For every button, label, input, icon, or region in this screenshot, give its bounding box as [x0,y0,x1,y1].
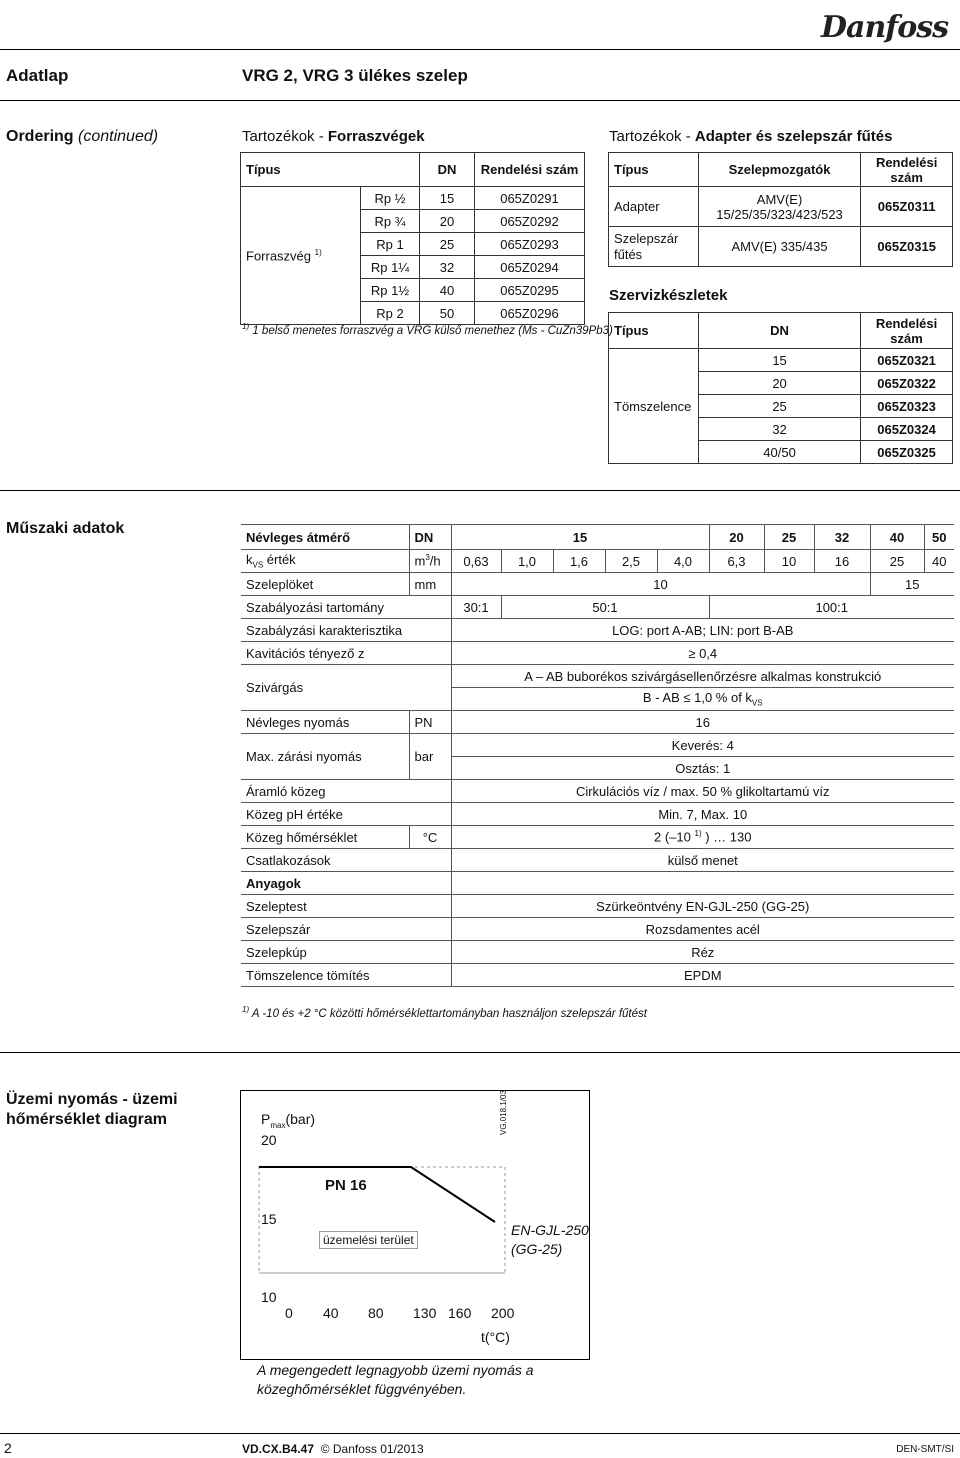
footer-rule [0,1433,960,1434]
tech-range-label: Szabályozási tartomány [241,596,451,619]
x-tick: 130 [413,1305,437,1321]
service-code: 065Z0325 [861,441,953,464]
leak2-sub: VS [751,698,763,708]
adapter-actuator: AMV(E) 15/25/35/323/423/523 [698,187,861,227]
diagram-area-label: üzemelési terület [319,1231,418,1249]
tech-materials-label: Anyagok [241,872,451,895]
tech-medium-value: Cirkulációs víz / max. 50 % glikoltartamú víz [451,780,954,803]
x-tick: 40 [323,1305,339,1321]
footer-doc [242,1442,424,1456]
service-table [608,312,953,464]
x-tick: 0 [285,1305,293,1321]
tech-materials-empty [451,872,954,895]
section-rule-diagram [0,1052,960,1053]
tech-stem-label: Szelepszár [241,918,451,941]
solder-size: Rp 1¼ [361,256,420,279]
diagram-label: Üzemi nyomás - üzemi hőmérséklet diagram [6,1091,178,1128]
tech-dn-value: 25 [764,525,814,550]
tech-row-kvs [241,550,954,573]
tech-pn-label: Névleges nyomás [241,711,409,734]
tech-kvs-value: 6,3 [709,550,764,573]
solder-code: 065Z0292 [475,210,585,233]
tech-cone-value: Réz [451,941,954,964]
caption-line-2: közeghőmérséklet függvényében. [257,1381,467,1397]
tech-kvs-unit [409,550,451,573]
ordering-label-note: (continued) [78,128,159,145]
solder-dn: 20 [420,210,475,233]
tech-row-materials [241,872,954,895]
tech-temp-label: Közeg hőmérséklet [241,826,409,849]
service-code: 065Z0321 [861,349,953,372]
y-tick: 15 [261,1211,277,1227]
adapter-row [609,187,953,227]
x-tick: 80 [368,1305,384,1321]
tech-table [241,524,954,987]
solder-size: Rp ¾ [361,210,420,233]
footer-copyright: © Danfoss 01/2013 [320,1442,424,1456]
tech-range-value: 50:1 [501,596,709,619]
solder-type-label [241,187,361,325]
temp-sup: 1) [694,829,702,839]
tech-ph-label: Közeg pH értéke [241,803,451,826]
tech-dn-value: 15 [451,525,709,550]
tech-note-text: A -10 és +2 °C közötti hőmérséklettartományban használjon szelepszár fűtést [251,1007,647,1020]
tech-label: Műszaki adatok [6,520,125,537]
solder-note-sup: 1) [242,322,250,331]
tech-note [242,1005,647,1020]
header-title: VRG 2, VRG 3 ülékes szelep [242,66,468,85]
tech-conn-value: külső menet [451,849,954,872]
kvs-k: k [246,552,253,568]
tech-kvs-value: 16 [814,550,870,573]
tech-leak-value1: A – AB buborékos szivárgásellenőrzésre alkalmas konstrukció [451,665,954,688]
solder-th-type: Típus [241,153,420,187]
tech-row-seal [241,964,954,987]
solder-type-sup: 1) [314,247,322,257]
adapter-table [608,152,953,267]
tech-kvs-label [241,550,409,573]
diagram-frame [240,1090,590,1360]
tech-row-leak [241,665,954,688]
tech-ph-value: Min. 7, Max. 10 [451,803,954,826]
service-dn: 32 [698,418,860,441]
service-dn: 25 [698,395,860,418]
tech-kvs-value: 25 [870,550,924,573]
header-left: Adatlap [6,66,69,85]
tech-pn-unit: PN [409,711,451,734]
tech-stroke-label: Szeleplöket [241,573,409,596]
tech-temp-unit: °C [409,826,451,849]
solder-code: 065Z0291 [475,187,585,210]
ylabel-unit: (bar) [285,1111,316,1127]
tech-kvs-value: 1,0 [501,550,553,573]
solder-size: Rp ½ [361,187,420,210]
tech-body-label: Szeleptest [241,895,451,918]
diagram-dashed-frame [259,1167,505,1273]
material-line-2: (GG-25) [511,1241,563,1257]
pressure-curve [259,1167,495,1222]
tech-dn-value: 32 [814,525,870,550]
tech-dn-value: 20 [709,525,764,550]
tech-conn-label: Csatlakozások [241,849,451,872]
section-rule-tech [0,490,960,491]
adapter-title-bold: Adapter és szelepszár fűtés [694,128,893,145]
adapter-th-type: Típus [609,153,699,187]
x-tick: 200 [491,1305,515,1321]
kvs-unit-sup: 3 [425,553,430,563]
tech-row-stem [241,918,954,941]
tech-body-value: Szürkeöntvény EN-GJL-250 (GG-25) [451,895,954,918]
tech-seal-label: Tömszelence tömítés [241,964,451,987]
adapter-code: 065Z0311 [861,187,953,227]
tech-row-close [241,734,954,757]
solder-code: 065Z0294 [475,256,585,279]
service-dn: 15 [698,349,860,372]
adapter-title [609,128,892,145]
ordering-label-text: Ordering [6,128,74,145]
x-tick: 160 [448,1305,472,1321]
solder-title-bold: Forraszvégek [327,128,425,145]
tech-stroke-unit: mm [409,573,451,596]
adapter-actuator: AMV(E) 335/435 [698,227,861,267]
footer-docref: VD.CX.B4.47 [242,1442,315,1456]
solder-type-text: Forraszvég [246,248,312,264]
solder-code: 065Z0293 [475,233,585,256]
adapter-type: Szelepszár fűtés [609,227,699,267]
diagram-ylabel [261,1111,315,1130]
adapter-type: Adapter [609,187,699,227]
service-type: Tömszelence [609,349,699,464]
header-rule-top [0,49,960,50]
tech-row-range [241,596,954,619]
tech-close-label: Max. zárási nyomás [241,734,409,780]
service-code: 065Z0322 [861,372,953,395]
tech-kvs-value: 10 [764,550,814,573]
tech-dn-value: 50 [924,525,954,550]
service-dn: 40/50 [698,441,860,464]
solder-dn: 15 [420,187,475,210]
adapter-th-code: Rendelési szám [861,153,953,187]
solder-size: Rp 1½ [361,279,420,302]
tech-row-cone [241,941,954,964]
solder-table [240,152,585,325]
adapter-code: 065Z0315 [861,227,953,267]
tech-row-cav [241,642,954,665]
diagram-material-label [511,1221,589,1259]
solder-note-text: 1 belső menetes forraszvég a VRG külső menethez (Ms - CuZn39Pb3) [252,324,613,337]
diagram-caption [257,1361,534,1399]
solder-th-code: Rendelési szám [475,153,585,187]
solder-title [242,128,425,145]
tech-row-ph [241,803,954,826]
solder-row [241,187,585,210]
kvs-unit-rest: /h [429,553,441,569]
tech-cone-label: Szelepkúp [241,941,451,964]
tech-row-conn [241,849,954,872]
tech-leak-value2 [451,688,954,711]
service-title: Szervizkészletek [609,287,728,304]
tech-kvs-value: 0,63 [451,550,501,573]
footer-page: 2 [4,1440,12,1456]
solder-dn: 50 [420,302,475,325]
caption-line-1: A megengedett legnagyobb üzemi nyomás a [257,1362,534,1378]
service-row [609,349,953,372]
danfoss-logo: Danfoss [821,10,948,45]
tech-cav-value: ≥ 0,4 [451,642,954,665]
tech-char-label: Szabályzási karakterisztika [241,619,451,642]
tech-stem-value: Rozsdamentes acél [451,918,954,941]
solder-dn: 32 [420,256,475,279]
tech-temp-value [451,826,954,849]
temp-a: 2 (–10 [654,829,695,845]
y-tick: 10 [261,1289,277,1305]
tech-range-value: 30:1 [451,596,501,619]
solder-dn: 25 [420,233,475,256]
temp-b: ) … 130 [701,829,752,845]
tech-seal-value: EPDM [451,964,954,987]
tech-cav-label: Kavitációs tényező z [241,642,451,665]
tech-pn-value: 16 [451,711,954,734]
service-th-code: Rendelési szám [861,313,953,349]
tech-row-temp [241,826,954,849]
tech-row-medium [241,780,954,803]
tech-medium-label: Áramló közeg [241,780,451,803]
ylabel-main: P [261,1111,271,1127]
service-th-type: Típus [609,313,699,349]
tech-note-sup: 1) [242,1005,250,1014]
kvs-unit-base: m [414,553,426,569]
adapter-title-prefix: Tartozékok - [609,128,695,145]
solder-title-prefix: Tartozékok - [242,128,328,145]
service-th-dn: DN [698,313,860,349]
tech-char-value: LOG: port A-AB; LIN: port B-AB [451,619,954,642]
solder-size: Rp 2 [361,302,420,325]
adapter-th-actuator: Szelepmozgatók [698,153,861,187]
tech-dn-value: 40 [870,525,924,550]
diagram-pn-label: PN 16 [325,1177,367,1194]
tech-close-value2: Osztás: 1 [451,757,954,780]
tech-range-value: 100:1 [709,596,954,619]
tech-nominal-label: Névleges átmérő [241,525,409,550]
tech-dn-label: DN [409,525,451,550]
leak2-text: B - AB ≤ 1,0 % of k [642,690,752,706]
tech-row-stroke [241,573,954,596]
service-code: 065Z0323 [861,395,953,418]
service-dn: 20 [698,372,860,395]
ylabel-sub: max [270,1120,286,1130]
tech-close-value1: Keverés: 4 [451,734,954,757]
y-tick: 20 [261,1132,277,1148]
tech-row-pn [241,711,954,734]
x-ticks [285,1305,525,1323]
solder-code: 065Z0296 [475,302,585,325]
tech-kvs-value: 4,0 [657,550,709,573]
tech-close-unit: bar [409,734,451,780]
tech-stroke-value: 15 [870,573,954,596]
tech-kvs-value: 1,6 [553,550,605,573]
tech-row-dn [241,525,954,550]
tech-row-body [241,895,954,918]
footer-right: DEN-SMT/SI [896,1444,954,1455]
kvs-sub: VS [252,560,264,570]
solder-note [242,322,613,337]
adapter-row [609,227,953,267]
tech-leak-label: Szivárgás [241,665,451,711]
solder-th-dn: DN [420,153,475,187]
ordering-label [6,128,158,146]
diagram-code: VG.018.1/03 [499,1090,508,1135]
kvs-rest: érték [263,552,296,568]
material-line-1: EN-GJL-250 [511,1222,589,1238]
service-code: 065Z0324 [861,418,953,441]
tech-stroke-value: 10 [451,573,870,596]
solder-dn: 40 [420,279,475,302]
diagram-xlabel: t(°C) [481,1329,510,1345]
tech-row-char [241,619,954,642]
solder-code: 065Z0295 [475,279,585,302]
tech-kvs-value: 40 [924,550,954,573]
header-rule-bottom [0,100,960,101]
tech-kvs-value: 2,5 [605,550,657,573]
solder-size: Rp 1 [361,233,420,256]
